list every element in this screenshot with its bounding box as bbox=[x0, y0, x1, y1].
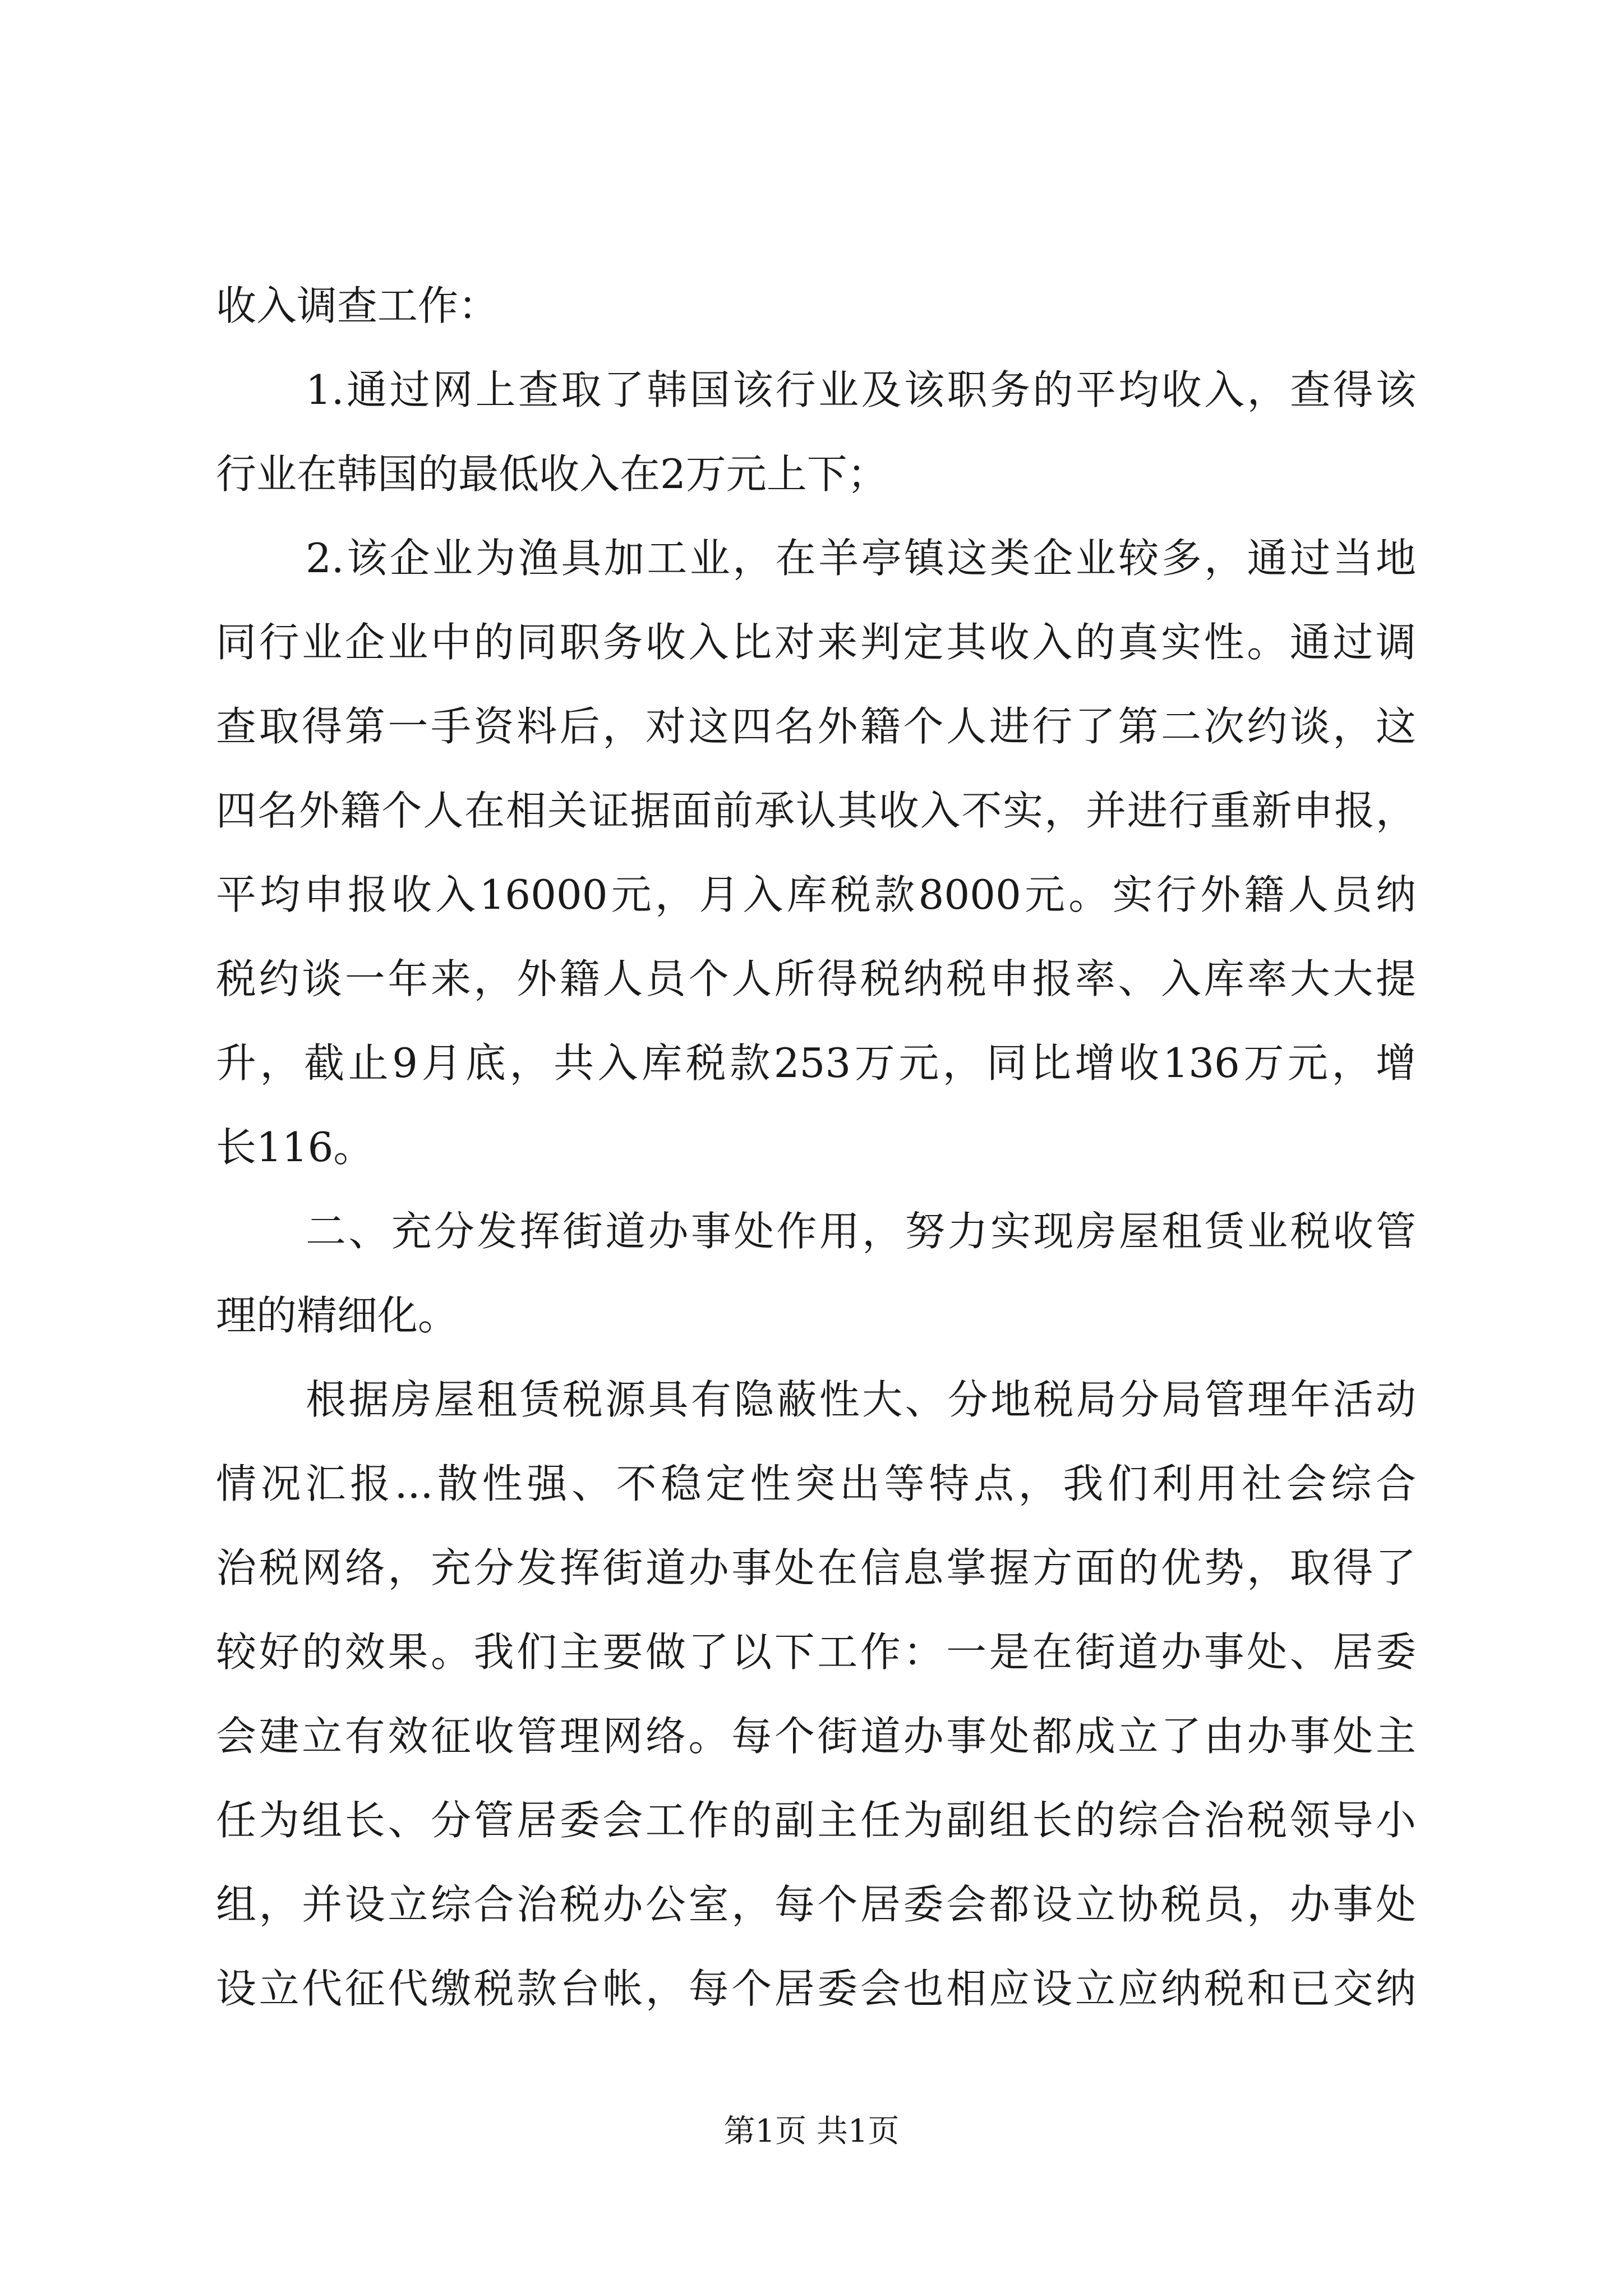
text-line: 平均申报收入16000元，月入库税款8000元。实行外籍人员纳 bbox=[216, 871, 1416, 918]
text-line: 行业在韩国的最低收入在2万元上下； bbox=[216, 450, 888, 498]
text-line: 情况汇报...散性强、不稳定性突出等特点，我们利用社会综合 bbox=[216, 1460, 1416, 1507]
page-footer: 第1页 共1页 bbox=[723, 2113, 900, 2150]
text-line: 查取得第一手资料后，对这四名外籍个人进行了第二次约谈，这 bbox=[216, 703, 1416, 750]
section-heading-line: 二、充分发挥街道办事处作用，努力实现房屋租赁业税收管 bbox=[306, 1208, 1416, 1255]
text-line: 组，并设立综合治税办公室，每个居委会都设立协税员，办事处 bbox=[216, 1881, 1416, 1928]
text-line: 2.该企业为渔具加工业，在羊亭镇这类企业较多，通过当地 bbox=[306, 535, 1416, 582]
text-line: 会建立有效征收管理网络。每个街道办事处都成立了由办事处主 bbox=[216, 1713, 1416, 1760]
text-line: 治税网络，充分发挥街道办事处在信息掌握方面的优势，取得了 bbox=[216, 1544, 1416, 1591]
text-line: 四名外籍个人在相关证据面前承认其收入不实，并进行重新申报， bbox=[216, 787, 1416, 834]
body-text bbox=[216, 264, 1416, 2031]
text-line: 税约谈一年来，外籍人员个人所得税纳税申报率、入库率大大提 bbox=[216, 955, 1416, 1002]
text-line: 1.通过网上查取了韩国该行业及该职务的平均收入，查得该 bbox=[306, 366, 1416, 413]
text-line: 升，截止9月底，共入库税款253万元，同比增收136万元，增 bbox=[216, 1039, 1416, 1087]
text-line: 任为组长、分管居委会工作的副主任为副组长的综合治税领导小 bbox=[216, 1797, 1416, 1844]
section-heading-line: 理的精细化。 bbox=[216, 1292, 459, 1339]
text-line: 长116。 bbox=[216, 1124, 374, 1171]
text-line: 根据房屋租赁税源具有隐蔽性大、分地税局分局管理年活动 bbox=[306, 1376, 1416, 1423]
text-line: 同行业企业中的同职务收入比对来判定其收入的真实性。通过调 bbox=[216, 619, 1416, 666]
text-line: 设立代征代缴税款台帐，每个居委会也相应设立应纳税和已交纳 bbox=[216, 1965, 1416, 2012]
text-line: 收入调查工作： bbox=[216, 282, 499, 329]
text-line: 较好的效果。我们主要做了以下工作：一是在街道办事处、居委 bbox=[216, 1628, 1416, 1676]
